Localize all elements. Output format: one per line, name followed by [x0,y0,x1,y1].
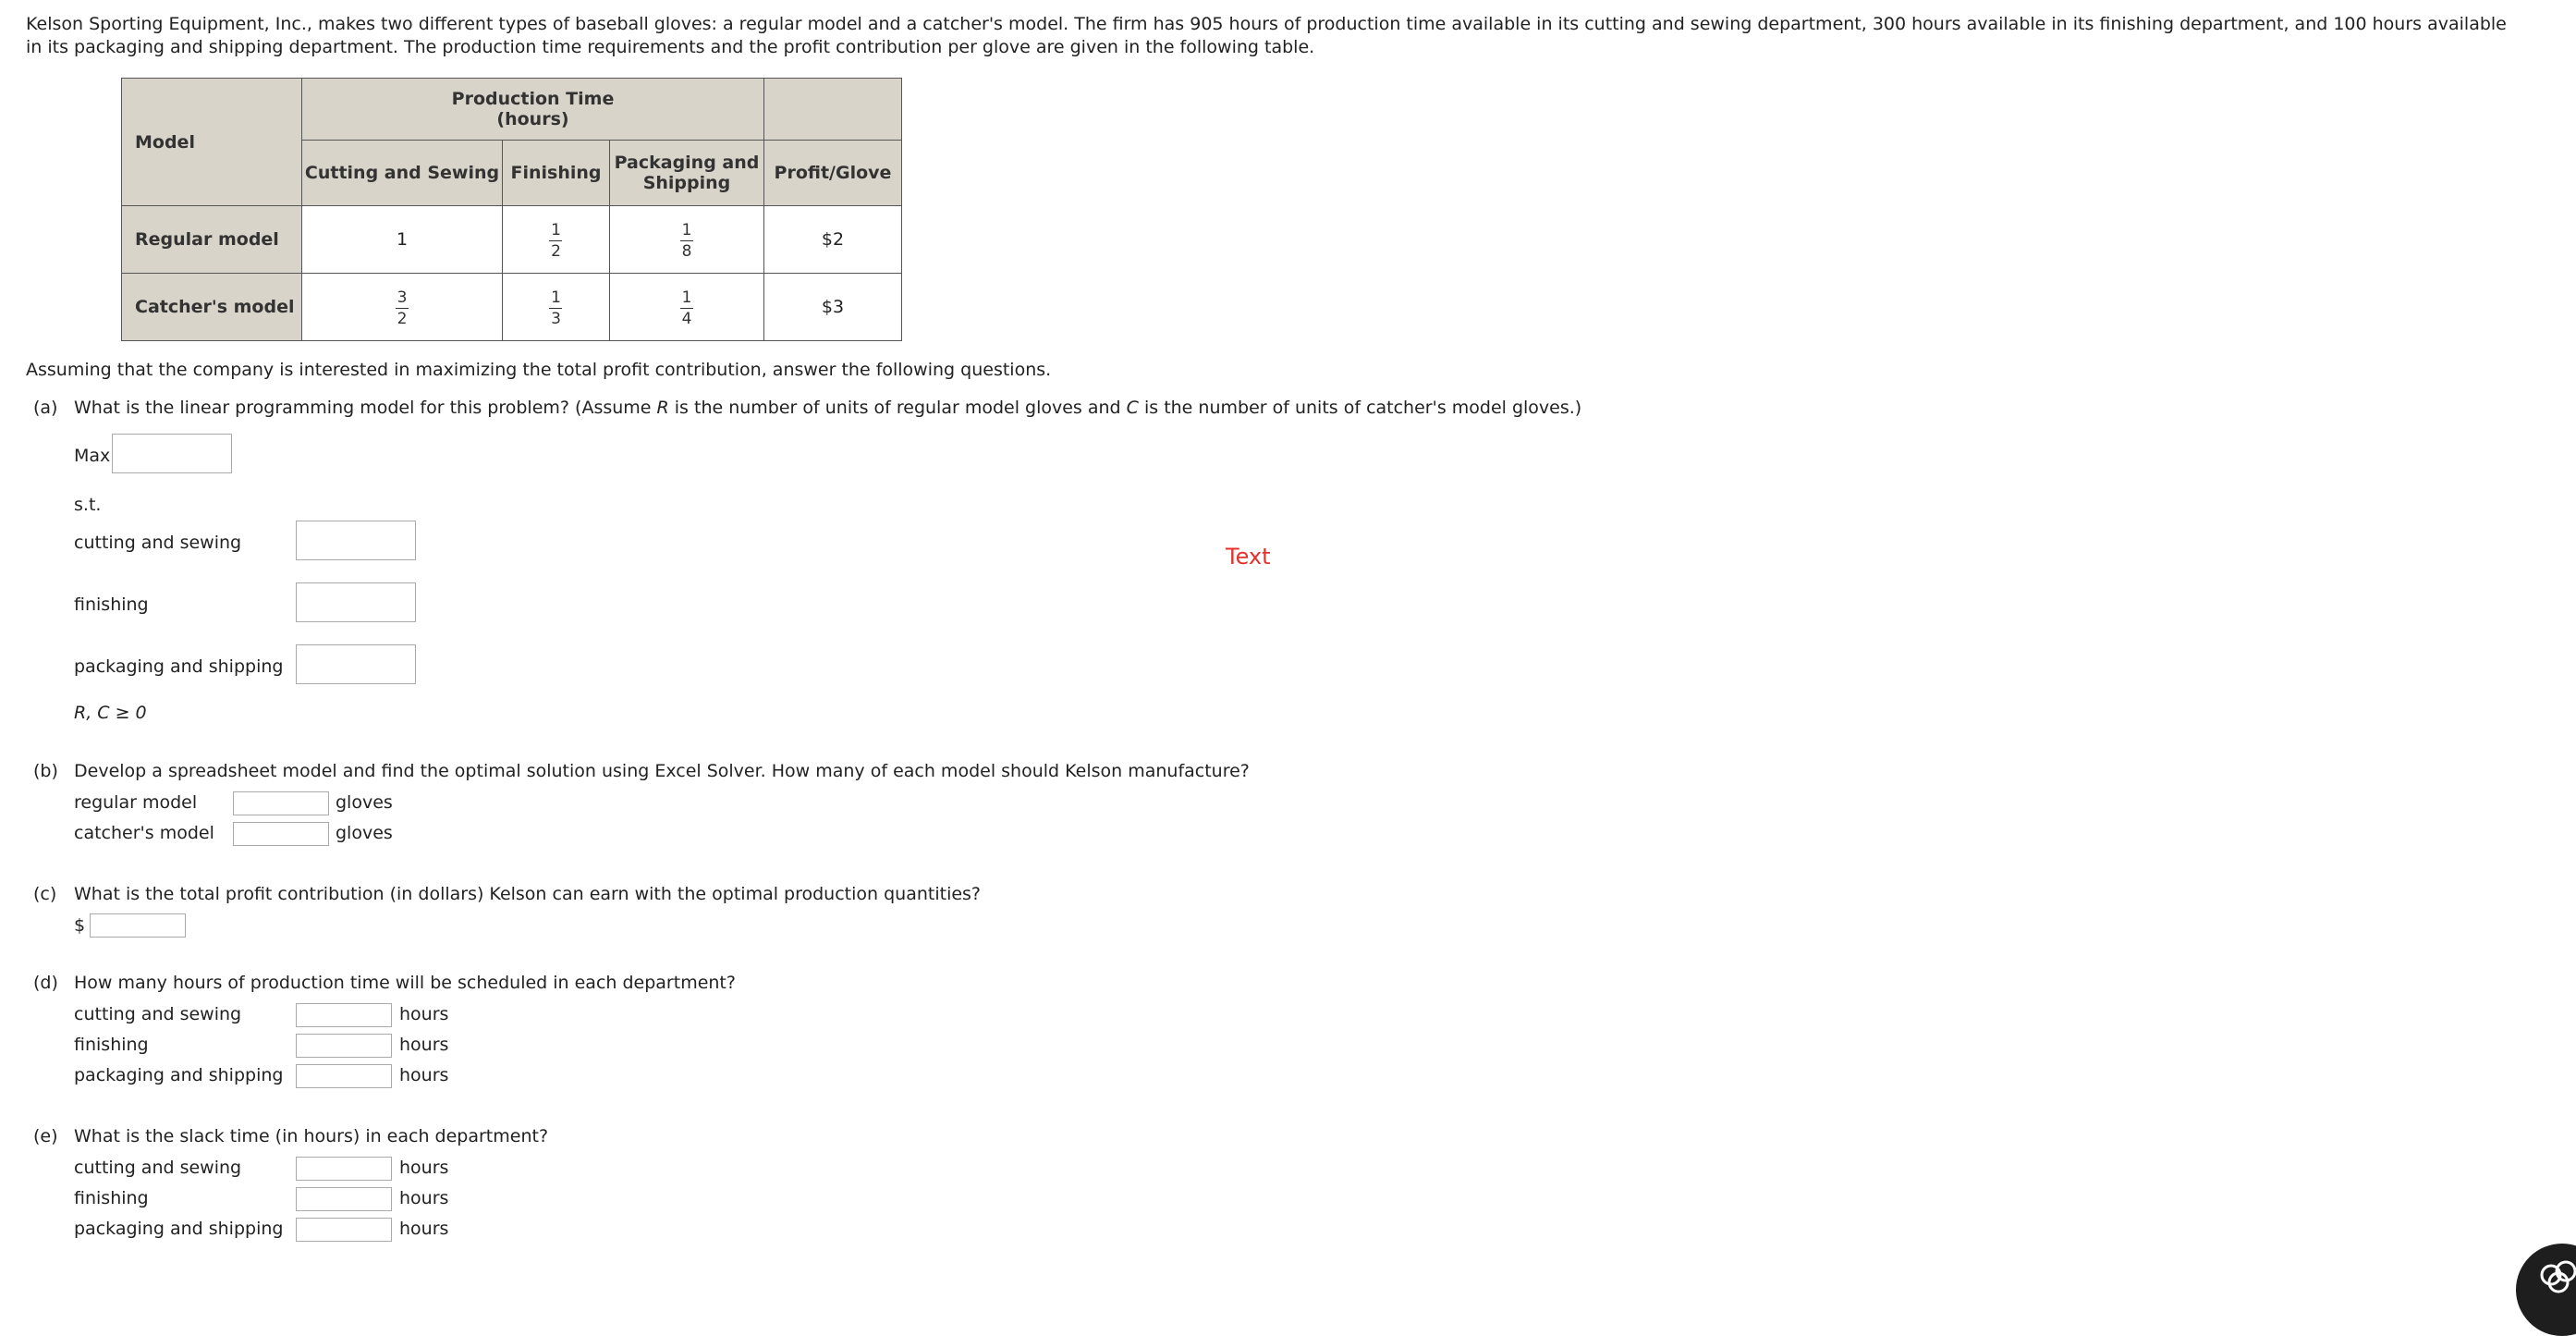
text-annotation: Text [1226,544,1271,570]
constraint-cutting-sewing-input[interactable] [296,521,416,560]
scheduled-cutting-sewing-input[interactable] [296,1003,392,1027]
numerator: 1 [551,288,561,307]
nonnegativity-constraint: R, C ≥ 0 [74,703,147,723]
fraction [396,289,409,327]
hours-unit: hours [399,1035,449,1055]
slack-cutting-sewing-label: cutting and sewing [74,1158,242,1178]
hours-unit: hours [399,1004,449,1024]
slack-finishing-input[interactable] [296,1187,392,1211]
production-time-header-line2: (hours) [496,109,569,129]
fraction [549,289,563,327]
slack-packaging-input[interactable] [296,1218,392,1242]
fraction [680,222,694,260]
regular-model-input[interactable] [233,791,329,815]
part-d-question: How many hours of production time will be scheduled in each department? [74,973,736,993]
catcher-model-input[interactable] [233,822,329,846]
variable-r: R [656,398,669,418]
denominator: 2 [397,310,408,328]
col-finishing: Finishing [503,141,610,206]
fraction [549,222,563,260]
assistant-badge-icon[interactable] [2516,1244,2576,1336]
hours-unit: hours [399,1219,449,1239]
table-row [122,274,902,341]
dollar-sign: $ [74,915,86,936]
col-packaging-line1: Packaging and [614,153,760,173]
cell-regular-finishing [503,206,610,274]
constraint-finishing-input[interactable] [296,582,416,622]
part-a-question [74,398,1581,418]
scheduled-packaging-input[interactable] [296,1064,392,1088]
denominator: 8 [681,242,692,261]
slack-cutting-sewing-input[interactable] [296,1157,392,1181]
total-profit-input[interactable] [90,913,186,938]
scheduled-cutting-sewing-label: cutting and sewing [74,1004,242,1024]
question-text: is the number of units of catcher's model gloves.) [1138,398,1582,418]
question-text: What is the linear programming model for this problem? (Assume [74,398,657,418]
scheduled-finishing-label: finishing [74,1035,149,1055]
part-c-question: What is the total profit contribution (in dollars) Kelson can earn with the optimal production quantities? [74,884,982,904]
slack-packaging-label: packaging and shipping [74,1219,284,1239]
hours-unit: hours [399,1065,449,1085]
gloves-unit: gloves [336,792,393,813]
hours-unit: hours [399,1158,449,1178]
part-b-question: Develop a spreadsheet model and find the optimal solution using Excel Solver. How many of each model should Kelson manufacture? [74,761,1250,781]
catcher-model-label: catcher's model [74,823,214,843]
question-text: is the number of units of regular model gloves and [668,398,1127,418]
fraction [680,289,694,327]
part-a-label: (a) [33,398,58,418]
slack-finishing-label: finishing [74,1188,149,1208]
gloves-unit: gloves [336,823,393,843]
production-time-header [302,79,764,141]
constraint-cutting-sewing-label: cutting and sewing [74,533,242,553]
regular-model-label: regular model [74,792,198,813]
st-label: s.t. [74,495,102,515]
table-row [122,206,902,274]
constraint-packaging-label: packaging and shipping [74,656,284,677]
numerator: 1 [681,288,692,307]
numerator: 3 [397,288,408,307]
denominator: 4 [681,310,692,328]
objective-function-input[interactable] [112,434,232,473]
denominator: 2 [551,242,561,261]
part-e-label: (e) [33,1126,58,1146]
cell-regular-packaging [610,206,764,274]
max-label: Max [74,446,111,466]
cell-regular-cutting: 1 [302,206,503,274]
constraint-packaging-input[interactable] [296,644,416,684]
denominator: 3 [551,310,561,328]
scheduled-finishing-input[interactable] [296,1034,392,1058]
hours-unit: hours [399,1188,449,1208]
cell-catcher-cutting [302,274,503,341]
variable-c: C [1126,398,1139,418]
problem-intro: Kelson Sporting Equipment, Inc., makes two different types of baseball gloves: a regular model and a catcher's model. The firm has 905 hours of production time available in its cutting and sewing department, 300 hours available in its finishing department, and 100 hours available in its packaging and shipping department. The production time requirements and the profit contribution per glove are given in the following table. [26,14,2507,57]
cell-catcher-packaging [610,274,764,341]
blank-header [764,79,902,141]
row-catcher-model: Catcher's model [122,274,302,341]
numerator: 1 [551,221,561,239]
model-header: Model [122,79,302,206]
cell-catcher-finishing [503,274,610,341]
assuming-text: Assuming that the company is interested in maximizing the total profit contribution, answer the following questions. [26,360,1052,380]
row-regular-model: Regular model [122,206,302,274]
col-cutting-sewing: Cutting and Sewing [302,141,503,206]
cell-catcher-profit: $3 [764,274,902,341]
part-b-label: (b) [33,761,58,781]
production-time-header-line1: Production Time [451,89,615,109]
production-table [121,78,902,341]
col-packaging-line2: Shipping [642,173,731,193]
constraint-finishing-label: finishing [74,594,149,615]
col-packaging-shipping [610,141,764,206]
cell-regular-profit: $2 [764,206,902,274]
scheduled-packaging-label: packaging and shipping [74,1065,284,1085]
col-profit-glove: Profit/Glove [764,141,902,206]
part-d-label: (d) [33,973,58,993]
numerator: 1 [681,221,692,239]
part-e-question: What is the slack time (in hours) in each department? [74,1126,549,1146]
part-c-label: (c) [33,884,57,904]
